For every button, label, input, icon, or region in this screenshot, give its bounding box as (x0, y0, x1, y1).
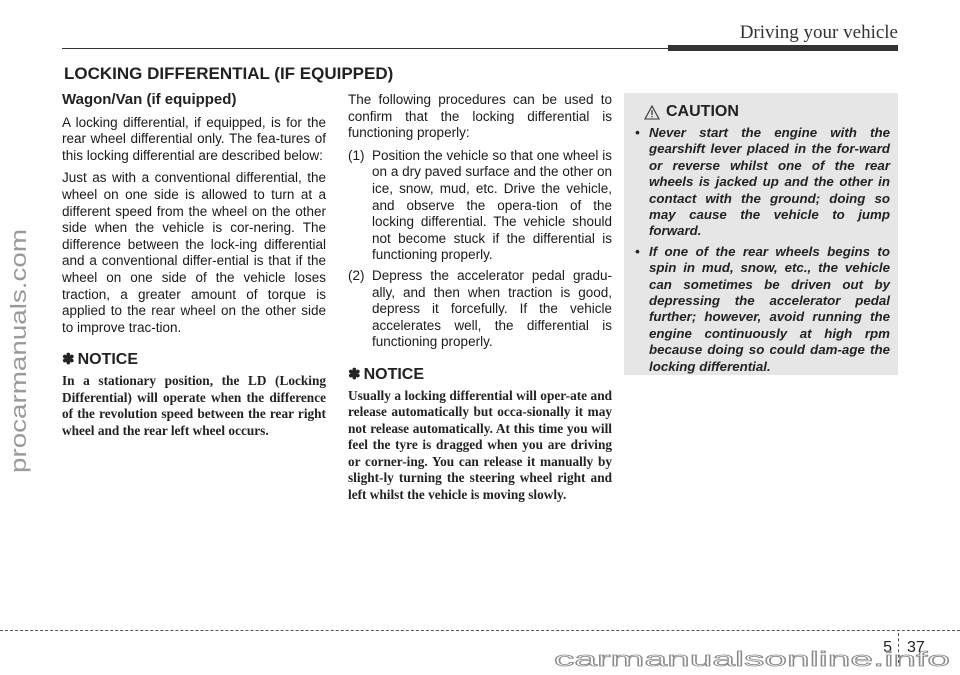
caution-text: If one of the rear wheels begins to spin in mud, snow, etc., the vehicle can sometimes be driven out by depressing the accelerator pedal further; however, avoid running the engine continuously at high rpm because doing so could dam-age the locking differential. (649, 243, 890, 374)
paragraph: Just as with a conventional differential, the wheel on one side is allowed to turn at a different speed from the wheel on the other side when the vehicle is cor-nering. The difference between the lock-ing differential and a conventional differ-ential is that if the wheel on one side of the vehicle loses traction, a greater amount of torque is applied to the rear wheel on the other side to improve trac-tion. (62, 170, 326, 335)
caution-heading (644, 103, 890, 121)
step-text: Position the vehicle so that one wheel is on a dry paved surface and the other on ice, snow, mud, etc. Drive the vehicle, and observe the opera-tion of the locking differential. The vehicle should not become stuck if the differential is functioning properly. (372, 147, 612, 263)
step-number: (2) (348, 267, 365, 283)
step-text: Depress the accelerator pedal gradu-ally, and then when traction is good, depress it forcefully. If the vehicle accelerates well, the differential is functioning properly. (372, 267, 612, 350)
header-rule-thick (668, 45, 898, 51)
notice-body: In a stationary position, the LD (Locking Differential) will operate when the difference of the revolution speed between the rear right wheel and the rear left wheel occurs. (62, 372, 326, 438)
bullet: • (635, 243, 640, 259)
caution-item (634, 125, 890, 240)
bullet: • (635, 125, 640, 140)
section-header: Driving your vehicle (739, 22, 898, 43)
paragraph: A locking differential, if equipped, is for the rear wheel differential only. The fea-tures of this locking differential are described below: (62, 114, 326, 163)
left-column (62, 92, 326, 439)
procedure-intro: The following procedures can be used to confirm that the locking differential is functioning properly: (348, 92, 612, 141)
notice-heading (62, 352, 326, 369)
page-number-value: 37 (907, 639, 925, 656)
footer-rule (0, 630, 960, 631)
bottom-watermark-text: carmanualsonline.info (554, 649, 950, 670)
procedure-step (348, 268, 612, 351)
middle-column (348, 92, 612, 504)
caution-text: Never start the engine with the gearshift lever placed in the for-ward or reverse whilst one of the rear wheels is jacked up and the other in contact with the ground; doing so may cause the vehicle to jump forward. (649, 125, 890, 239)
notice-heading (348, 367, 612, 384)
caution-list (634, 125, 890, 375)
caution-box (624, 93, 898, 375)
caution-label: CAUTION (666, 103, 739, 120)
asterisk-icon: ✽ (62, 351, 75, 369)
side-watermark (2, 225, 34, 475)
asterisk-icon: ✽ (348, 365, 361, 383)
bottom-watermark (552, 648, 952, 670)
chapter-number: 5 (883, 639, 892, 656)
notice-label: NOTICE (363, 365, 425, 383)
warning-triangle-icon (644, 105, 660, 120)
wagon-van-heading: Wagon/Van (if equipped) (62, 91, 237, 108)
notice-label: NOTICE (77, 351, 139, 369)
notice-body: Usually a locking differential will oper-ate and release automatically but occa-sionally it may not release automatically. At this time you will feel the tyre is dragged when you are driving or corner-ing. You can release it manually by slight-ly turning the steering wheel right and left whilst the vehicle is moving slowly. (348, 387, 612, 503)
side-watermark-text: procarmanuals.com (6, 279, 31, 473)
caution-item (634, 244, 890, 375)
step-number: (1) (348, 147, 365, 163)
procedure-steps (348, 148, 612, 351)
procedure-step (348, 148, 612, 264)
page-title: LOCKING DIFFERENTIAL (IF EQUIPPED) (64, 64, 394, 83)
